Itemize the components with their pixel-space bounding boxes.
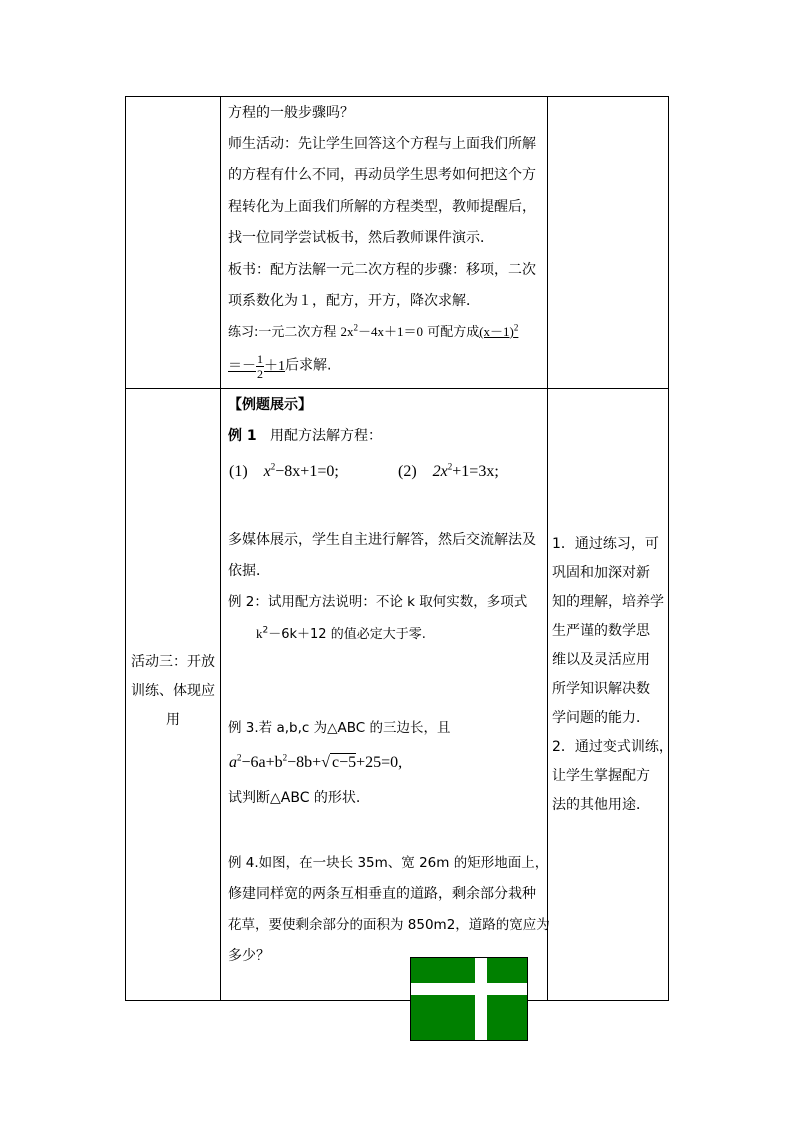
row1-line: 板书：配方法解一元二次方程的步骤：移项，二次 (228, 262, 536, 278)
media-line: 多媒体展示，学生自主进行解答，然后交流解法及 (228, 532, 536, 548)
table-top-border (125, 96, 668, 97)
horizontal-road (411, 983, 527, 995)
exercise-equation: $2x^2-4x+1=0$ (340, 322, 424, 339)
exercise-answer-2: ＝－ $\frac{1}{2}$ ＋1 (228, 352, 285, 381)
table-bottom-border (125, 1000, 668, 1001)
vertical-road (475, 958, 487, 1040)
activity-label-line: 活动三：开放 (131, 654, 215, 670)
exercise-line (228, 322, 518, 343)
purpose-line: 所学知识解决数 (552, 681, 650, 697)
row1-line: 项系数化为１，配方，开方，降次求解． (228, 293, 480, 309)
example-4-line: 花草，要使剩余部分的面积为 850m2，道路的宽应为 (228, 917, 550, 933)
activity-label (126, 648, 220, 735)
media-line: 依据． (228, 563, 270, 579)
example-3-line: 试判断△ABC 的形状. (228, 790, 361, 806)
example-4-line: 多少？ (228, 948, 270, 964)
example-4-line: 修建同样宽的两条互相垂直的道路，剩余部分栽种 (228, 886, 536, 902)
example-2-line: $k^2-6k+12$ 的值必定大于零. (256, 625, 426, 642)
row1-line: 程转化为上面我们所解的方程类型，教师提醒后， (228, 199, 536, 215)
exercise-line-2 (228, 352, 331, 381)
purpose-notes (552, 530, 673, 820)
exercise-mid: 可配方成 (427, 325, 480, 340)
table-left-border (125, 96, 126, 1001)
row1-line: 方程的一般步骤吗？ (228, 105, 354, 121)
example-1-equation-2: (2) $2x^2+1=3x$; (398, 461, 499, 480)
row1-line: 找一位同学尝试板书，然后教师课件演示． (228, 230, 494, 246)
row-divider (125, 388, 668, 389)
example-2-line: 例 2：试用配方法说明：不论 k 取何实数，多项式 (228, 594, 528, 610)
exercise-tail: 后求解. (285, 357, 332, 374)
purpose-line: 让学生掌握配方 (552, 768, 650, 784)
purpose-line: 法的其他用途． (552, 797, 650, 813)
example-heading: 【例题展示】 (228, 397, 312, 413)
example-3-line: 例 3.若 a,b,c 为△ABC 的三边长，且 (228, 720, 451, 736)
purpose-line: 巩固和加深对新 (552, 565, 650, 581)
column-divider-1 (220, 96, 221, 1001)
table-right-border (668, 96, 669, 1001)
field-figure (410, 957, 528, 1041)
purpose-line: 学问题的能力． (552, 710, 650, 726)
row1-line: 师生活动：先让学生回答这个方程与上面我们所解 (228, 136, 536, 152)
purpose-line: 生严谨的数学思 (552, 623, 650, 639)
example-1-equations: (1) $x^2-8x+1=0$; (229, 461, 339, 480)
purpose-line: 维以及灵活应用 (552, 652, 650, 668)
activity-label-line: 训练、体现应 (131, 683, 215, 699)
purpose-line: 1．通过练习，可 (552, 536, 659, 552)
exercise-answer: $(x-1)^2$ (479, 322, 519, 339)
row1-line: 的方程有什么不同，再动员学生思考如何把这个方 (228, 167, 536, 183)
example-1-title: 例 1 用配方法解方程： (228, 428, 382, 444)
activity-label-line: 用 (166, 712, 180, 728)
purpose-line: 2．通过变式训练， (552, 739, 673, 755)
exercise-prefix: 练习:一元二次方程 (228, 325, 337, 340)
purpose-line: 知的理解，培养学 (552, 594, 664, 610)
example-3-equation: $a^2-6a+b^2-8b+√$ c−5+25=0, (229, 752, 403, 771)
example-4-line: 例 4.如图，在一块长 35m、宽 26m 的矩形地面上， (228, 855, 549, 871)
